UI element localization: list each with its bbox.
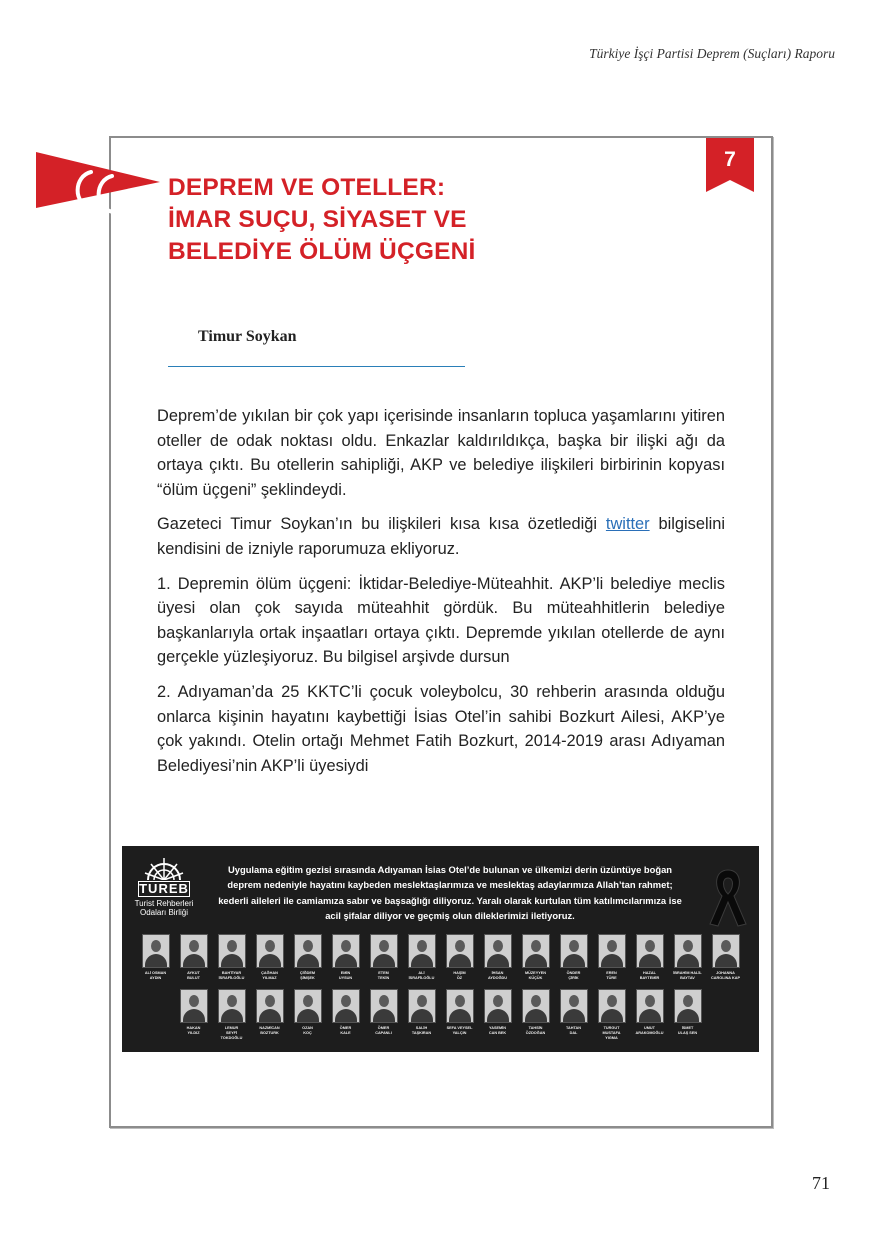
title-line: BELEDİYE ÖLÜM ÜÇGENİ (168, 238, 476, 265)
victim-card (369, 934, 399, 981)
victim-name: SALİH TAŞKIRAN (411, 1026, 432, 1035)
victim-name: LEMUR SEYFİ TOKDOĞLU (220, 1026, 243, 1040)
victim-name: ETEM TEKİN (377, 971, 390, 980)
victim-card (217, 934, 247, 981)
victim-name: ÖMER KALE (339, 1026, 352, 1035)
page-number: 71 (812, 1173, 830, 1193)
title-line: DEPREM VE OTELLER: (168, 174, 446, 201)
victim-card (635, 989, 665, 1041)
chapter-title (168, 172, 476, 268)
logo-subtitle-line: Turist Rehberleri (134, 899, 194, 908)
tureb-logo (132, 856, 196, 917)
portrait-photo (256, 989, 284, 1023)
victim-card (521, 989, 551, 1041)
title-line: İMAR SUÇU, SİYASET VE (168, 206, 467, 233)
portrait-photo (598, 934, 626, 968)
victim-card (407, 989, 437, 1041)
portrait-photo (484, 934, 512, 968)
portrait-photo (560, 989, 588, 1023)
victim-card (635, 934, 665, 981)
victim-card (141, 934, 171, 981)
victim-name: NAZMİCAN BOZTURK (259, 1026, 280, 1035)
logo-subtitle (132, 899, 196, 917)
mourning-ribbon-icon (706, 866, 750, 928)
paragraph-text: Gazeteci Timur Soykan’ın bu ilişkileri kısa kısa özetlediği (157, 515, 606, 534)
victim-name: HAKAN YILDIZ (186, 1026, 201, 1035)
victim-card (673, 989, 703, 1041)
paragraph-text: bilgiselini kendisini de izniyle raporumuza ekliyoruz. (157, 515, 725, 558)
victim-name: ALİ OSMAN AYDIN (144, 971, 167, 980)
portrait-photo (674, 989, 702, 1023)
condolence-message (202, 862, 698, 924)
victim-card (217, 989, 247, 1041)
victim-name: İSMET ULAŞ SEN (677, 1026, 698, 1035)
victim-name: YASEMİN CAN BEK (488, 1026, 507, 1035)
portrait-photo (408, 989, 436, 1023)
victim-card (369, 989, 399, 1041)
victim-card (179, 934, 209, 981)
victim-card (559, 989, 589, 1041)
portrait-photo (294, 989, 322, 1023)
victim-name: ÇAĞHAN YILMAZ (261, 971, 278, 980)
portrait-photo (294, 934, 322, 968)
victim-name: UMUT ARAKOMOĞLU (635, 1026, 664, 1035)
portrait-photo (522, 989, 550, 1023)
victim-name: BAHTİYAR İSRAFİLOĞLU (218, 971, 245, 980)
portrait-photo (180, 989, 208, 1023)
victim-card (559, 934, 589, 981)
portrait-photo (180, 934, 208, 968)
victim-name: EMİN UYSUN (338, 971, 353, 980)
paragraph: 2. Adıyaman’da 25 KKTC’li çocuk voleybolcu, 30 rehberin arasında olduğu onlarca kişinin hayatını kaybettiği İsias Otel’in sahibi Bozkurt Ailesi, AKP’ye çok yakındı. Otelin ortağı Mehmet Fatih Bozkurt, 2014-2019 arası Adıyaman Belediyesi’nin AKP’li üyesiydi (157, 682, 725, 775)
victim-name: HAŞİM ÖZ (453, 971, 466, 980)
victim-card (179, 989, 209, 1041)
author-name: Timur Soykan (198, 328, 297, 345)
victim-card (255, 989, 285, 1041)
portrait-photo (484, 989, 512, 1023)
victim-card (673, 934, 703, 981)
chapter-number: 7 (724, 148, 736, 171)
portrait-photo (446, 989, 474, 1023)
portrait-photo (218, 989, 246, 1023)
message-line: Uygulama eğitim gezisi sırasında Adıyaman İsias Otel’de bulunan ve ülkemizi derin üzüntüye boğan (227, 864, 673, 875)
portrait-photo (560, 934, 588, 968)
victim-card (597, 934, 627, 981)
victim-name: İHSAN AYDOĞDU (487, 971, 508, 980)
paragraph: Deprem’de yıkılan bir çok yapı içerisinde insanların topluca yaşamlarını yitiren oteller de odak noktası oldu. Enkazlar kaldırıldıkça, başka bir ilişki ağı da ortaya çıktı. Bu otellerin sahipliği, AKP ve belediye ilişkileri birbirinin kopyası “ölüm üçgeni” şeklindeydi. (157, 407, 725, 499)
victim-card (293, 989, 323, 1041)
victim-name: TAHTAN DAL (565, 1026, 582, 1035)
portrait-photo (142, 934, 170, 968)
victim-name: HAZAL BAYTEMİR (639, 971, 660, 980)
portrait-photo (636, 989, 664, 1023)
victim-name: EREN TÜRE (606, 971, 617, 980)
ship-wheel-icon (144, 856, 184, 880)
portrait-photo (218, 934, 246, 968)
portrait-photo (446, 934, 474, 968)
author-divider (168, 366, 465, 367)
victim-card (597, 989, 627, 1041)
twitter-link[interactable]: twitter (605, 515, 650, 534)
victim-card (521, 934, 551, 981)
victims-row (122, 989, 759, 1041)
victim-name: SEFA VEYSEL YALÇIN (446, 1026, 473, 1035)
running-header: Türkiye İşçi Partisi Deprem (Suçları) Raporu (589, 46, 835, 61)
portrait-photo (256, 934, 284, 968)
portrait-photo (522, 934, 550, 968)
victim-name: TAHSİN ÖZDOĞAN (525, 1026, 546, 1035)
victims-row (122, 934, 759, 981)
victim-card (483, 989, 513, 1041)
message-line: deprem nedeniyle hayatını kaybeden meslektaşlarımıza ve meslektaş adaylarımıza Allah’tan rahmet; (227, 879, 673, 891)
article-body (157, 404, 725, 788)
victim-card (331, 934, 361, 981)
portrait-photo (370, 934, 398, 968)
quote-flag-icon (36, 152, 160, 224)
victim-card (255, 934, 285, 981)
victim-name: MÜZEYYEN KÜÇÜK (524, 971, 547, 980)
victim-card (331, 989, 361, 1041)
portrait-photo (598, 989, 626, 1023)
victim-name: ÖMER CAPANLI (375, 1026, 392, 1035)
logo-subtitle-line: Odaları Birliği (139, 908, 188, 917)
victim-card (711, 934, 741, 981)
victim-card (407, 934, 437, 981)
portrait-photo (674, 934, 702, 968)
victim-name: AYKUT BULUT (187, 971, 200, 980)
victim-card (293, 934, 323, 981)
portrait-photo (712, 934, 740, 968)
victim-name: OZAN KOÇ (302, 1026, 313, 1035)
portrait-photo (370, 989, 398, 1023)
victim-name: İBRAHİM HALİL BAYTAV (673, 971, 702, 980)
victim-card (483, 934, 513, 981)
paragraph (157, 512, 725, 561)
victim-name: TURGUT MUSTAFA YIGMA (602, 1026, 621, 1040)
condolence-banner (122, 846, 759, 1052)
portrait-photo (408, 934, 436, 968)
victim-name: ÖNDER ÇİRİK (566, 971, 581, 980)
victim-card (445, 934, 475, 981)
victim-name: JOHANNA CAROLINA KAP (711, 971, 740, 980)
logo-wordmark: TUREB (139, 881, 189, 896)
paragraph: 1. Depremin ölüm üçgeni: İktidar-Belediye-Müteahhit. AKP’li belediye meclis üyesi olan çok sayıda müteahhit gördük. Bu müteahhitlerin belediye başkanlarıyla ortak inşaatları ortaya çıktı. Depremde yıkılan otellerde de aynı gerçekle yüzleşiyoruz. Bu bilgisel arşivde dursun (157, 574, 725, 667)
victim-card (445, 989, 475, 1041)
victim-name: ÇİĞDEM ŞİMŞEK (299, 971, 316, 980)
message-line: acil şifalar diliyor ve geçmiş olun dileklerimizi iletiyoruz. (325, 910, 575, 922)
portrait-photo (332, 989, 360, 1023)
message-line: kederli aileleri ile camiamıza sabır ve başsağlığı diliyoruz. Yaralı olarak kurtulan tüm katılımcılarımıza ise (218, 894, 682, 906)
victim-name: ALİ İSRAFİLOĞLU (408, 971, 435, 980)
portrait-photo (332, 934, 360, 968)
portrait-photo (636, 934, 664, 968)
